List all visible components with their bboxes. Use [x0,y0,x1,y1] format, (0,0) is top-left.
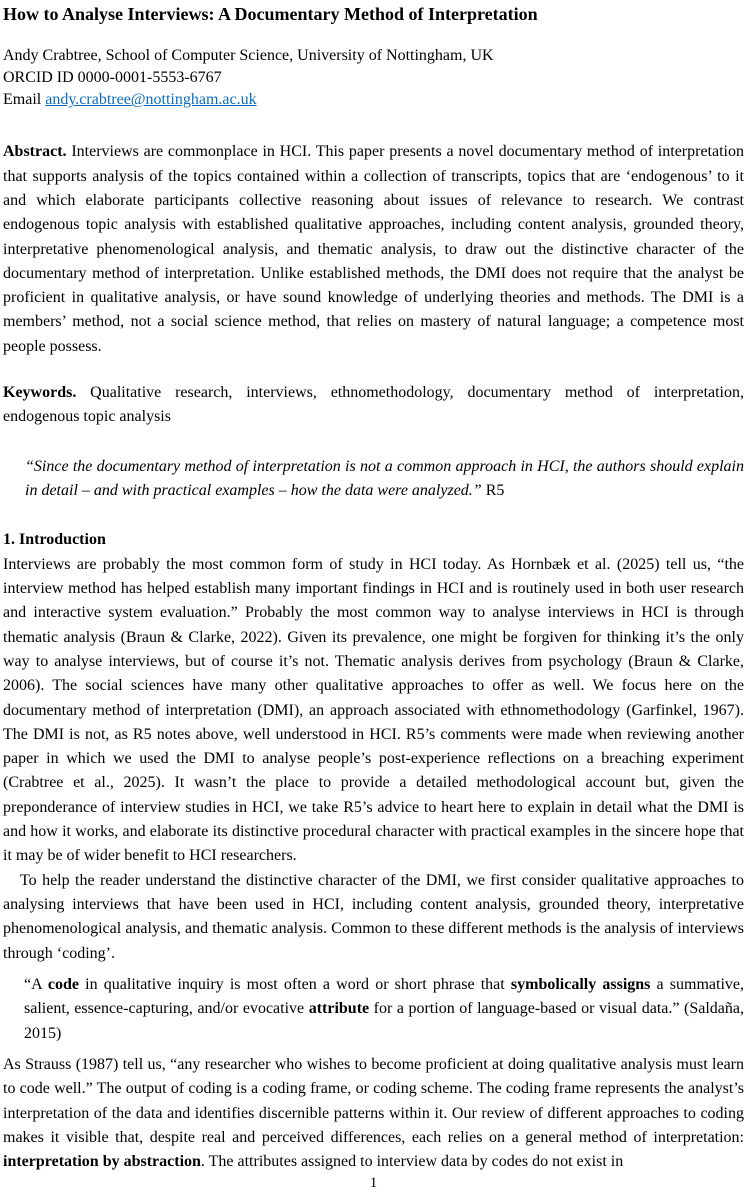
quote-seg-3: in qualitative inquiry is most often a word or short phrase that [79,975,511,993]
reviewer-quote-attribution: R5 [481,482,505,500]
quote-seg-2-bold: code [47,975,80,993]
para3-bold: interpretation by abstraction [3,1153,201,1171]
reviewer-quote-text: “Since the documentary method of interpretation is not a common approach in HCI, the authors should explain in detail – and with practical examples – how the data were analyzed.” [25,457,744,500]
email-label: Email [3,91,46,109]
para3-pre: As Strauss (1987) tell us, “any researcher who wishes to become proficient at doing qualitative analysis must learn to code well.” The output of coding is a coding frame, or coding scheme. The coding frame represents the analyst’s interpretation of the data and identifies discernible patterns within it. Our review of different approaches to coding makes it visible that, despite real and perceived differences, each relies on a general method of interpretation: [3,1055,744,1146]
email-link[interactable]: andy.crabtree@nottingham.ac.uk [45,91,257,109]
page-number: 1 [369,1175,378,1191]
intro-paragraph-3 [3,1053,744,1175]
quote-seg-4-bold: symbolically assigns [510,975,651,993]
section-heading-introduction: 1. Introduction [3,531,106,549]
author-email-line [3,89,744,111]
quote-seg-7: for a portion of language-based or visual data.” (Saldaña, 2015) [24,1000,745,1042]
intro-paragraph-1: Interviews are probably the most common form of study in HCI today. As Hornbæk et al. (2025) tell us, “the interview method has helped establish many important findings in HCI and is routinely used in both user research and interactive system evaluation.” Probably the most common way to analyse interviews in HCI is through thematic analysis (Braun & Clarke, 2022). Given its prevalence, one might be forgiven for thinking it’s the only way to analyse interviews, but of course it’s not. Thematic analysis derives from psychology (Braun & Clarke, 2006). The social sciences have many other qualitative approaches to offer as well. We focus here on the documentary method of interpretation (DMI), an approach associated with ethnomethodology (Garfinkel, 1967). The DMI is not, as R5 notes above, well understood in HCI. R5’s comments were made when reviewing another paper in which we used the DMI to analyse people’s post-experience reflections on a breaching experiment (Crabtree et al., 2025). It wasn’t the place to provide a detailed methodological account but, given the preponderance of interview studies in HCI, we take R5’s advice to heart here to explain in detail what the DMI is and how it works, and elaborate its distinctive procedural character with practical examples in the sincere hope that it may be of wider benefit to HCI researchers. [3,555,744,865]
author-block [3,45,744,111]
intro-paragraph-2: To help the reader understand the distinctive character of the DMI, we first consider qualitative approaches to analysing interviews that have been used in HCI, including content analysis, grounded theory, interpretative phenomenological analysis, and thematic analysis. Common to these different methods is the analysis of interviews through ‘coding’. [3,871,744,962]
abstract-label: Abstract. [3,143,67,161]
quote-seg-1: “A [24,975,48,993]
quote-seg-5: a summative, salient, essence-capturing, and/or evocative [24,975,745,1018]
quote-seg-6-bold: attribute [308,1000,370,1018]
abstract-paragraph [3,140,744,359]
paper-title: How to Analyse Interviews: A Documentary Method of Interpretation [3,4,538,24]
author-orcid: ORCID ID 0000-0001-5553-6767 [3,69,222,87]
keywords-paragraph [3,381,744,430]
saldana-block-quote [24,973,744,1046]
reviewer-quote [25,455,744,504]
keywords-text: Qualitative research, interviews, ethnomethodology, documentary method of interpretation, endogenous topic analysis [3,384,744,426]
author-affiliation: Andy Crabtree, School of Computer Science, University of Nottingham, UK [3,47,494,65]
abstract-text: Interviews are commonplace in HCI. This paper presents a novel documentary method of interpretation that supports analysis of the topics contained within a collection of transcripts, topics that are ‘endogenous’ to it and which elaborate participants collective reasoning about issues of relevance to research. We contrast endogenous topic analysis with established qualitative approaches, including content analysis, grounded theory, interpretative phenomenological analysis, and thematic analysis, to draw out the distinctive character of the documentary method of interpretation. Unlike established methods, the DMI does not require that the analyst be proficient in qualitative analysis, or have sound knowledge of underlying theories and methods. The DMI is a members’ method, not a social science method, that relies on mastery of natural language; a competence most people possess. [3,143,744,355]
keywords-label: Keywords. [3,384,77,402]
para3-post: . The attributes assigned to interview data by codes do not exist in [200,1153,624,1171]
